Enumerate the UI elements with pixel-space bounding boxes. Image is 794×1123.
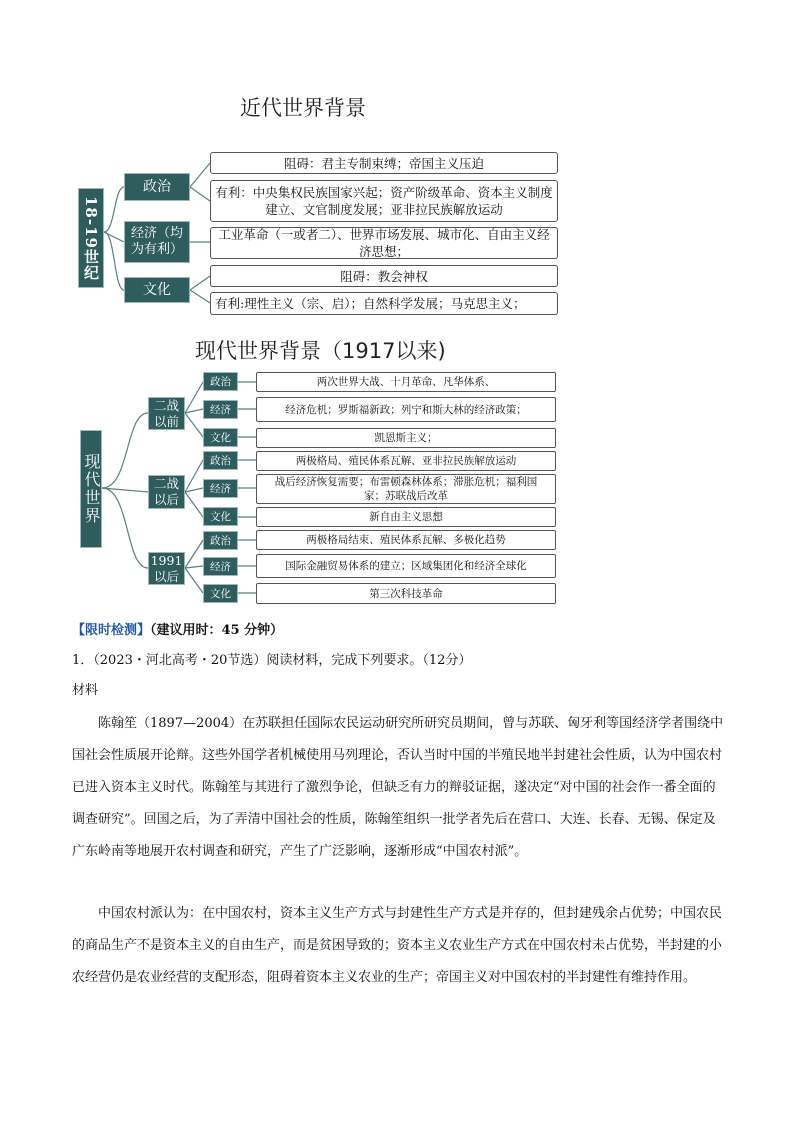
culture-obstacle-box: 阻碍：教会神权 xyxy=(210,265,558,287)
material-paragraph-2: 中国农村派认为：在中国农村，资本主义生产方式与封建性生产方式是并存的，但封建残余占优势；中国农民的商品生产不是资本主义的自由生产，而是贫困导致的；资本主义农业生产方式在中国农村未占优势，半封建的小农经营仍是农业经营的支配形态，阻碍着资本主义农业的生产；帝国主义对中国农村的半封建性有维持作用。 xyxy=(72,906,723,985)
period-before-ww2: 二战以前 xyxy=(148,397,185,430)
content-box: 新自由主义思想 xyxy=(256,507,556,527)
period-after-ww2: 二战以后 xyxy=(148,475,185,509)
diagram-2-title: 现代世界背景（1917以来) xyxy=(195,339,446,363)
economy-favorable-box: 工业革命（一或者二）、世界市场发展、城市化、自由主义经济思想； xyxy=(210,227,558,259)
content-box: 国际金融贸易体系的建立；区域集团化和经济全球化 xyxy=(256,554,556,578)
leaf-politics: 政治 xyxy=(203,372,238,391)
culture-favorable-box: 有利:理性主义（宗、启）；自然科学发展；马克思主义； xyxy=(210,292,558,315)
content-box: 两次世界大战、十月革命、凡华体系、 xyxy=(256,372,556,392)
leaf-economy: 经济 xyxy=(203,557,238,576)
period-after-1991: 1991以后 xyxy=(148,552,185,585)
leaf-politics: 政治 xyxy=(203,451,238,470)
diagram-1-title: 近代世界背景 xyxy=(240,96,366,120)
leaf-economy: 经济 xyxy=(203,400,238,419)
politics-obstacle-box: 阻碍：君主专制束缚；帝国主义压迫 xyxy=(210,152,558,174)
root-node-18-19-century: 18-19世纪 xyxy=(78,188,104,288)
suggested-time: （建议用时：45 分钟） xyxy=(150,623,284,638)
content-box: 经济危机；罗斯福新政；列宁和斯大林的经济政策； xyxy=(256,397,556,422)
section-heading: 【限时检测】 xyxy=(72,623,151,638)
material-label: 材料 xyxy=(72,683,99,698)
material-paragraph-1: 陈翰笙（1897—2004）在苏联担任国际农民运动研究所研究员期间，曾与苏联、匈牙利等国经济学者围绕中国社会性质展开论辩。这些外国学者机械使用马列理论，否认当时中国的半殖民地半封建社会性质，认为中国农村已进入资本主义时代。陈翰笙与其进行了激烈争论，但缺乏有力的辩驳证据，遂决定“对中国的社会作一番全面的调查研究”。回国之后，为了弄清中国社会的性质，陈翰笙组织一批学者先后在营口、大连、长春、无锡、保定及广东岭南等地展开农村调查和研究，产生了广泛影响，逐渐形成“中国农村派”。 xyxy=(72,716,724,859)
content-box: 两极格局、殖民体系瓦解、亚非拉民族解放运动 xyxy=(256,451,556,471)
branch-culture: 文化 xyxy=(124,277,190,303)
root-node-modern-world: 现代世界 xyxy=(80,430,102,548)
politics-favorable-box: 有利：中央集权民族国家兴起；资产阶级革命、资本主义制度建立、文官制度发展；亚非拉民族解放运动 xyxy=(210,180,558,222)
content-box: 两极格局结束、殖民体系瓦解、多极化趋势 xyxy=(256,530,556,550)
branch-politics: 政治 xyxy=(124,173,190,201)
branch-economy: 经济（均为有利） xyxy=(124,221,190,263)
question-line: 1．（2023・河北高考・20节选）阅读材料，完成下列要求。（12分） xyxy=(72,653,472,668)
leaf-culture: 文化 xyxy=(203,428,238,447)
leaf-politics: 政治 xyxy=(203,531,238,550)
content-box: 第三次科技革命 xyxy=(256,583,556,604)
section-heading-line xyxy=(72,616,724,646)
leaf-culture: 文化 xyxy=(203,507,238,526)
leaf-culture: 文化 xyxy=(203,584,238,603)
leaf-economy: 经济 xyxy=(203,479,238,498)
content-box: 凯恩斯主义； xyxy=(256,428,556,448)
content-box: 战后经济恢复需要；布雷顿森林体系；滞胀危机；福利国家；苏联战后改革 xyxy=(256,474,556,504)
